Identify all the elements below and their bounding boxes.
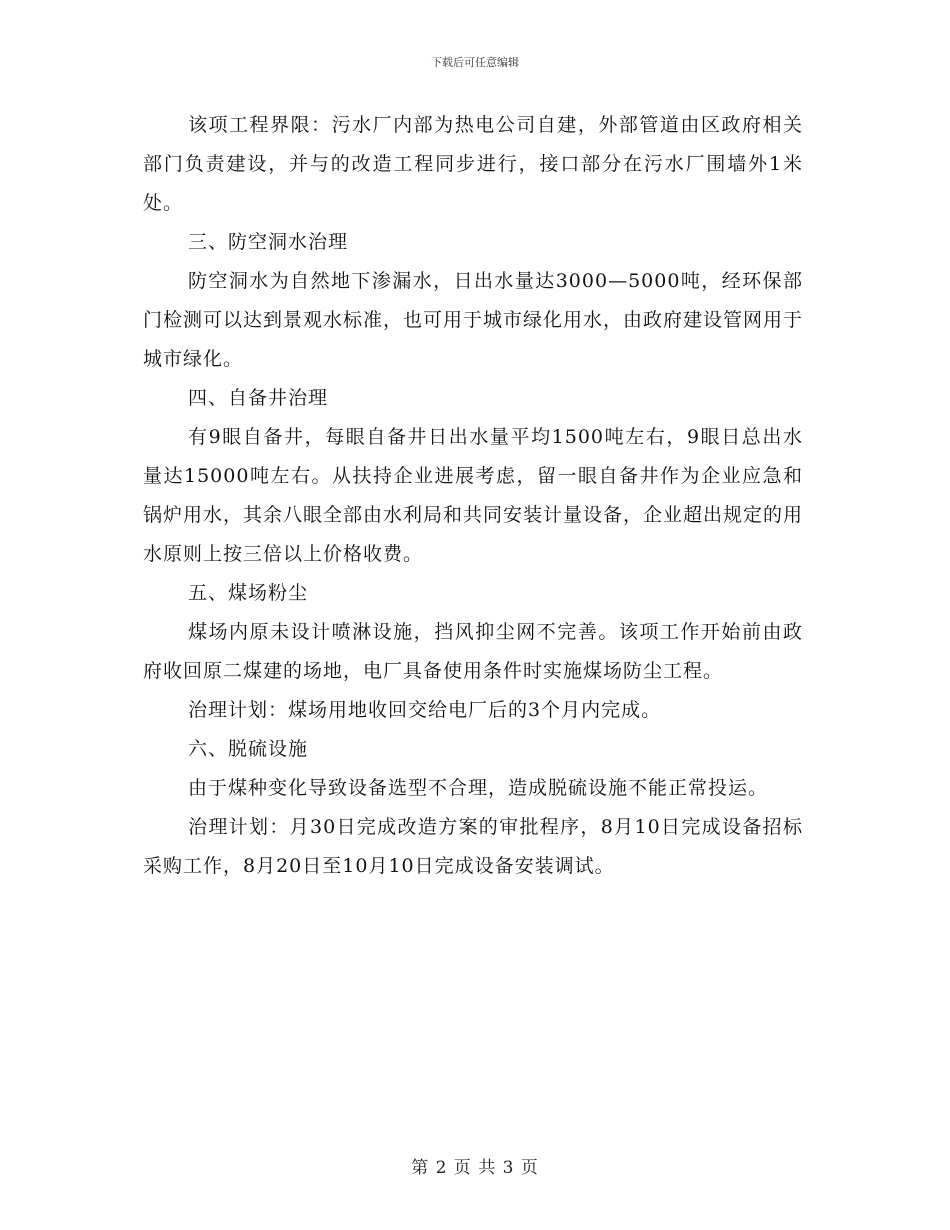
header-note: 下载后可任意编辑 — [431, 56, 519, 69]
page-number: 第 2 页 共 3 页 — [411, 1158, 539, 1178]
paragraph-coal-yard-dust: 煤场内原未设计喷淋设施，挡风抑尘网不完善。该项工作开始前由政府收回原二煤建的场地，电厂具备使用条件时实施煤场防尘工程。 — [143, 621, 803, 682]
paragraph-desulfurization-issue: 由于煤种变化导致设备选型不合理，造成脱硫设施不能正常投运。 — [188, 777, 769, 799]
paragraph-project-boundary: 该项工程界限：污水厂内部为热电公司自建，外部管道由区政府相关部门负责建设，并与的改造工程同步进行，接口部分在污水厂围墙外1米处。 — [143, 114, 803, 214]
paragraph-self-owned-wells: 有9眼自备井，每眼自备井日出水量平均1500吨左右，9眼日总出水量达15000吨左右。从扶持企业进展考虑，留一眼自备井作为企业应急和锅炉用水，其余八眼全部由水利局和共同安装计量设备，企业超出规定的用水原则上按三倍以上价格收费。 — [143, 426, 804, 565]
paragraph-coal-yard-plan: 治理计划：煤场用地收回交给电厂后的3个月内完成。 — [188, 699, 662, 721]
paragraph-desulfurization-plan: 治理计划：月30日完成改造方案的审批程序，8月10日完成设备招标采购工作，8月20日至10月10日完成设备安装调试。 — [143, 816, 803, 877]
section-heading-4: 四、自备井治理 — [188, 387, 329, 409]
paragraph-air-raid-shelter-water: 防空洞水为自然地下渗漏水，日出水量达3000—5000吨，经环保部门检测可以达到景观水标准，也可用于城市绿化用水，由政府建设管网用于城市绿化。 — [143, 270, 804, 370]
document-body — [143, 106, 803, 886]
section-heading-3: 三、防空洞水治理 — [188, 231, 349, 253]
section-heading-5: 五、煤场粉尘 — [188, 582, 309, 604]
section-heading-6: 六、脱硫设施 — [188, 738, 309, 760]
